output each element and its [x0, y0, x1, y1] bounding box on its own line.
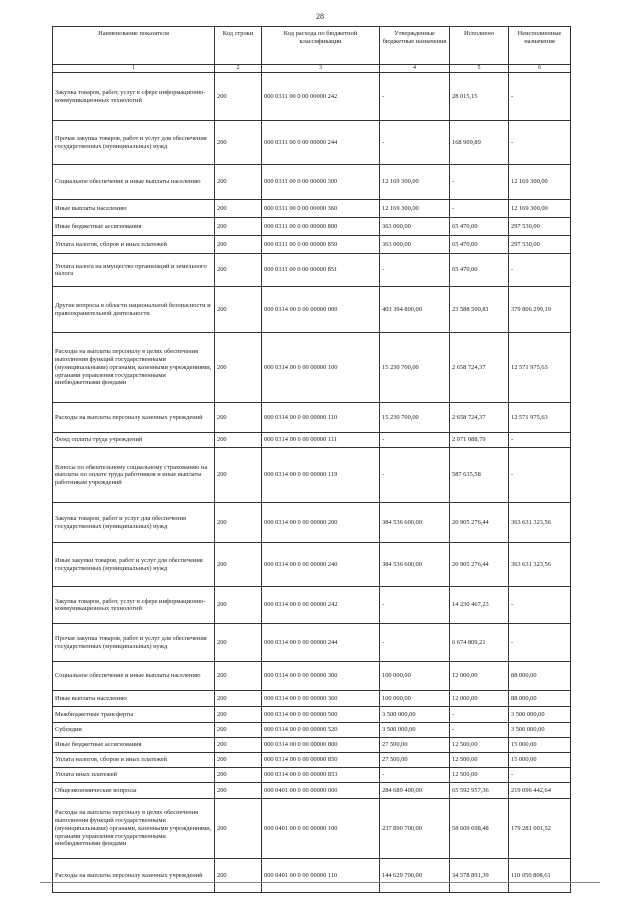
column-number: 2	[215, 65, 262, 73]
header-approved: Утвержденные бюджетные назначения	[380, 27, 450, 65]
header-indicator-name: Наименование показателя	[53, 27, 215, 65]
line-code-cell: 200	[215, 333, 262, 403]
executed-cell: 20 905 276,44	[450, 503, 509, 543]
line-code-cell: 200	[215, 543, 262, 587]
approved-cell: -	[380, 587, 450, 624]
table-row	[53, 448, 571, 503]
approved-cell: -	[380, 121, 450, 165]
approved-cell: 237 890 700,00	[380, 799, 450, 859]
executed-cell: -	[450, 165, 509, 200]
table-row	[53, 287, 571, 333]
approved-cell: 3 500 000,00	[380, 723, 450, 738]
approved-cell: 27 500,00	[380, 738, 450, 753]
indicator-name-cell: Иные бюджетные ассигнования	[53, 218, 215, 236]
classification-code-cell: 000 0401 00 0 00 00000 000	[262, 783, 380, 799]
unexecuted-cell: 297 530,00	[509, 236, 571, 254]
line-code-cell: 200	[215, 254, 262, 287]
classification-code-cell: 000 0311 00 0 00 00000 244	[262, 121, 380, 165]
table-row	[53, 73, 571, 121]
indicator-name-cell: Иные выплаты населению	[53, 200, 215, 218]
indicator-name-cell: Субсидии	[53, 723, 215, 738]
executed-cell: 2 071 088,79	[450, 433, 509, 448]
indicator-name-cell: Закупка товаров, работ, услуг в сфере информационно-коммуникационных технологий	[53, 73, 215, 121]
classification-code-cell: 000 0314 00 0 00 00000 000	[262, 287, 380, 333]
unexecuted-cell: -	[509, 448, 571, 503]
unexecuted-cell: 297 530,00	[509, 218, 571, 236]
unexecuted-cell: 219 096 442,64	[509, 783, 571, 799]
classification-code-cell: 000 0401 00 0 00 00000 100	[262, 799, 380, 859]
table-row	[53, 753, 571, 768]
approved-cell: -	[380, 433, 450, 448]
unexecuted-cell: 12 169 300,00	[509, 200, 571, 218]
line-code-cell: 200	[215, 73, 262, 121]
executed-cell: 587 635,58	[450, 448, 509, 503]
indicator-name-cell: Социальное обеспечение и иные выплаты населению	[53, 662, 215, 691]
header-unexecuted: Неисполненные назначения	[509, 27, 571, 65]
line-code-cell: 200	[215, 753, 262, 768]
classification-code-cell: 000 0314 00 0 00 00000 111	[262, 433, 380, 448]
approved-cell: 100 000,00	[380, 691, 450, 707]
unexecuted-cell: -	[509, 768, 571, 783]
table-row	[53, 503, 571, 543]
header-line-code: Код строки	[215, 27, 262, 65]
classification-code-cell: 000 0314 00 0 00 00000 244	[262, 624, 380, 662]
executed-cell: 65 470,00	[450, 236, 509, 254]
budget-execution-table	[52, 26, 571, 893]
line-code-cell: 200	[215, 783, 262, 799]
approved-cell: 403 394 800,00	[380, 287, 450, 333]
classification-code-cell: 000 0311 00 0 00 00000 850	[262, 236, 380, 254]
executed-cell: 28 015,15	[450, 73, 509, 121]
indicator-name-cell: Другие вопросы в области национальной безопасности и правоохранительной деятельности	[53, 287, 215, 333]
column-number: 1	[53, 65, 215, 73]
table-row	[53, 333, 571, 403]
approved-cell: -	[380, 448, 450, 503]
table-row	[53, 543, 571, 587]
classification-code-cell: 000 0314 00 0 00 00000 850	[262, 753, 380, 768]
unexecuted-cell: 363 631 323,56	[509, 543, 571, 587]
classification-code-cell: 000 0314 00 0 00 00000 500	[262, 707, 380, 723]
unexecuted-cell: -	[509, 254, 571, 287]
unexecuted-cell: 3 500 000,00	[509, 723, 571, 738]
indicator-name-cell: Межбюджетные трансферты	[53, 707, 215, 723]
unexecuted-cell: 363 631 323,56	[509, 503, 571, 543]
line-code-cell: 200	[215, 624, 262, 662]
unexecuted-cell: -	[509, 587, 571, 624]
classification-code-cell: 000 0314 00 0 00 00000 110	[262, 403, 380, 433]
executed-cell: 65 470,00	[450, 254, 509, 287]
executed-cell: 58 609 698,48	[450, 799, 509, 859]
executed-cell: 168 909,89	[450, 121, 509, 165]
executed-cell: 20 905 276,44	[450, 543, 509, 587]
indicator-name-cell: Взносы по обязательному социальному страхованию на выплаты по оплате труда работников и иные выплаты работникам учреждений	[53, 448, 215, 503]
line-code-cell: 200	[215, 768, 262, 783]
table-row	[53, 218, 571, 236]
executed-cell: -	[450, 200, 509, 218]
table-row	[53, 165, 571, 200]
indicator-name-cell: Уплата налогов, сборов и иных платежей	[53, 753, 215, 768]
executed-cell: 6 674 809,21	[450, 624, 509, 662]
unexecuted-cell: 88 000,00	[509, 662, 571, 691]
table-row	[53, 768, 571, 783]
classification-code-cell: 000 0314 00 0 00 00000 242	[262, 587, 380, 624]
line-code-cell: 200	[215, 200, 262, 218]
indicator-name-cell: Расходы на выплаты персоналу казенных учреждений	[53, 403, 215, 433]
table-row	[53, 799, 571, 859]
line-code-cell: 200	[215, 165, 262, 200]
classification-code-cell: 000 0314 00 0 00 00000 520	[262, 723, 380, 738]
table-row	[53, 236, 571, 254]
indicator-name-cell: Уплата налога на имущество организаций и земельного налога	[53, 254, 215, 287]
indicator-name-cell: Уплата иных платежей	[53, 768, 215, 783]
classification-code-cell: 000 0401 00 0 00 00000 110	[262, 859, 380, 893]
classification-code-cell: 000 0311 00 0 00 00000 242	[262, 73, 380, 121]
approved-cell: -	[380, 624, 450, 662]
unexecuted-cell: 15 000,00	[509, 738, 571, 753]
approved-cell: 100 000,00	[380, 662, 450, 691]
indicator-name-cell: Расходы на выплаты персоналу в целях обеспечения выполнения функций государственными (муниципальными) органами, казенными учреждениями, органами управления государственными внебюджетными фондами	[53, 799, 215, 859]
approved-cell: 363 000,00	[380, 236, 450, 254]
unexecuted-cell: 12 571 975,63	[509, 333, 571, 403]
indicator-name-cell: Расходы на выплаты персоналу казенных учреждений	[53, 859, 215, 893]
table-row	[53, 723, 571, 738]
indicator-name-cell: Иные бюджетные ассигнования	[53, 738, 215, 753]
indicator-name-cell: Прочая закупка товаров, работ и услуг для обеспечения государственных (муниципальных) нужд	[53, 121, 215, 165]
line-code-cell: 200	[215, 403, 262, 433]
unexecuted-cell: 179 281 001,52	[509, 799, 571, 859]
column-number-row	[53, 65, 571, 73]
classification-code-cell: 000 0311 00 0 00 00000 300	[262, 165, 380, 200]
executed-cell: 12 500,00	[450, 768, 509, 783]
column-number: 3	[262, 65, 380, 73]
approved-cell: 12 169 300,00	[380, 165, 450, 200]
classification-code-cell: 000 0314 00 0 00 00000 100	[262, 333, 380, 403]
executed-cell: 2 658 724,37	[450, 403, 509, 433]
indicator-name-cell: Социальное обеспечение и иные выплаты населению	[53, 165, 215, 200]
indicator-name-cell: Уплата налогов, сборов и иных платежей	[53, 236, 215, 254]
unexecuted-cell: 15 000,00	[509, 753, 571, 768]
indicator-name-cell: Закупка товаров, работ и услуг для обеспечения государственных (муниципальных) нужд	[53, 503, 215, 543]
classification-code-cell: 000 0311 00 0 00 00000 851	[262, 254, 380, 287]
executed-cell: -	[450, 723, 509, 738]
indicator-name-cell: Иные закупки товаров, работ и услуг для обеспечения государственных (муниципальных) нужд	[53, 543, 215, 587]
classification-code-cell: 000 0311 00 0 00 00000 360	[262, 200, 380, 218]
line-code-cell: 200	[215, 707, 262, 723]
page-bottom-rule	[40, 882, 600, 883]
line-code-cell: 200	[215, 662, 262, 691]
table-row	[53, 707, 571, 723]
approved-cell: 144 629 700,00	[380, 859, 450, 893]
approved-cell: 12 169 300,00	[380, 200, 450, 218]
approved-cell: -	[380, 73, 450, 121]
executed-cell: 12 500,00	[450, 753, 509, 768]
unexecuted-cell: 379 806 299,19	[509, 287, 571, 333]
line-code-cell: 200	[215, 738, 262, 753]
approved-cell: 27 500,00	[380, 753, 450, 768]
approved-cell: 3 500 000,00	[380, 707, 450, 723]
header-row	[53, 27, 571, 65]
column-number: 4	[380, 65, 450, 73]
line-code-cell: 200	[215, 218, 262, 236]
table-row	[53, 859, 571, 893]
approved-cell: 284 689 400,00	[380, 783, 450, 799]
approved-cell: -	[380, 254, 450, 287]
approved-cell: 384 536 600,00	[380, 503, 450, 543]
executed-cell: 34 578 891,39	[450, 859, 509, 893]
column-number: 6	[509, 65, 571, 73]
executed-cell: 14 230 467,23	[450, 587, 509, 624]
unexecuted-cell: -	[509, 624, 571, 662]
unexecuted-cell: 88 000,00	[509, 691, 571, 707]
table-row	[53, 587, 571, 624]
classification-code-cell: 000 0314 00 0 00 00000 240	[262, 543, 380, 587]
executed-cell: 65 592 957,36	[450, 783, 509, 799]
unexecuted-cell: -	[509, 433, 571, 448]
table-row	[53, 403, 571, 433]
line-code-cell: 200	[215, 236, 262, 254]
column-number: 5	[450, 65, 509, 73]
approved-cell: 15 230 700,00	[380, 403, 450, 433]
indicator-name-cell: Расходы на выплаты персоналу в целях обеспечения выполнения функций государственными (муниципальными) органами, казенными учреждениями, органами управления государственными внебюджетными фондами	[53, 333, 215, 403]
classification-code-cell: 000 0314 00 0 00 00000 360	[262, 691, 380, 707]
executed-cell: -	[450, 707, 509, 723]
executed-cell: 23 588 500,81	[450, 287, 509, 333]
table-row	[53, 200, 571, 218]
line-code-cell: 200	[215, 287, 262, 333]
executed-cell: 12 500,00	[450, 738, 509, 753]
indicator-name-cell: Закупка товаров, работ, услуг в сфере информационно-коммуникационных технологий	[53, 587, 215, 624]
line-code-cell: 200	[215, 587, 262, 624]
unexecuted-cell: -	[509, 73, 571, 121]
unexecuted-cell: 3 500 000,00	[509, 707, 571, 723]
unexecuted-cell: 110 050 808,61	[509, 859, 571, 893]
classification-code-cell: 000 0314 00 0 00 00000 119	[262, 448, 380, 503]
table-row	[53, 254, 571, 287]
page-number: 28	[316, 12, 324, 21]
header-classification-code: Код расхода по бюджетной классификации	[262, 27, 380, 65]
indicator-name-cell: Иные выплаты населению	[53, 691, 215, 707]
line-code-cell: 200	[215, 691, 262, 707]
header-executed: Исполнено	[450, 27, 509, 65]
approved-cell: -	[380, 768, 450, 783]
executed-cell: 65 470,00	[450, 218, 509, 236]
line-code-cell: 200	[215, 503, 262, 543]
approved-cell: 363 000,00	[380, 218, 450, 236]
table-row	[53, 121, 571, 165]
executed-cell: 2 658 724,37	[450, 333, 509, 403]
classification-code-cell: 000 0311 00 0 00 00000 800	[262, 218, 380, 236]
line-code-cell: 200	[215, 799, 262, 859]
line-code-cell: 200	[215, 723, 262, 738]
executed-cell: 12 000,00	[450, 691, 509, 707]
indicator-name-cell: Прочая закупка товаров, работ и услуг для обеспечения государственных (муниципальных) нужд	[53, 624, 215, 662]
table-row	[53, 662, 571, 691]
unexecuted-cell: 12 571 975,63	[509, 403, 571, 433]
line-code-cell: 200	[215, 448, 262, 503]
table-row	[53, 738, 571, 753]
executed-cell: 12 000,00	[450, 662, 509, 691]
unexecuted-cell: 12 169 300,00	[509, 165, 571, 200]
line-code-cell: 200	[215, 433, 262, 448]
approved-cell: 384 536 600,00	[380, 543, 450, 587]
classification-code-cell: 000 0314 00 0 00 00000 300	[262, 662, 380, 691]
classification-code-cell: 000 0314 00 0 00 00000 200	[262, 503, 380, 543]
unexecuted-cell: -	[509, 121, 571, 165]
classification-code-cell: 000 0314 00 0 00 00000 853	[262, 768, 380, 783]
line-code-cell: 200	[215, 121, 262, 165]
table-row	[53, 691, 571, 707]
table-row	[53, 783, 571, 799]
table-row	[53, 624, 571, 662]
classification-code-cell: 000 0314 00 0 00 00000 800	[262, 738, 380, 753]
indicator-name-cell: Общеэкономические вопросы	[53, 783, 215, 799]
table-row	[53, 433, 571, 448]
line-code-cell: 200	[215, 859, 262, 893]
indicator-name-cell: Фонд оплаты труда учреждений	[53, 433, 215, 448]
approved-cell: 15 230 700,00	[380, 333, 450, 403]
